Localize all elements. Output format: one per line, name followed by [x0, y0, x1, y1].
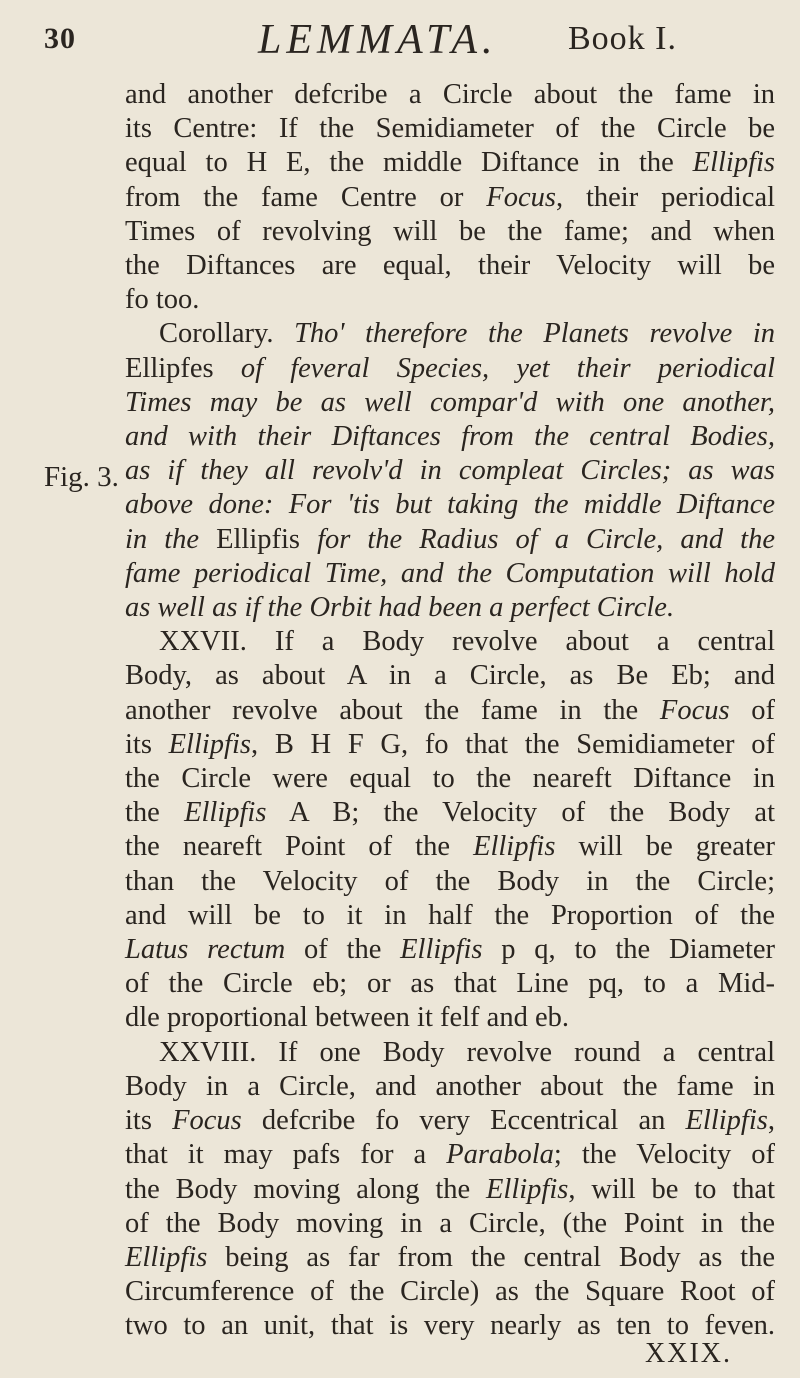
text-line: Body, as about A in a Circle, as Be Eb; and	[125, 660, 775, 692]
text-line: the Diftances are equal, their Velocity will be	[125, 250, 775, 282]
text-line: Times of revolving will be the fame; and when	[125, 215, 775, 247]
text-line: as well as if the Orbit had been a perfect Circle.	[125, 592, 675, 624]
text-line: above done: For 'tis but taking the middle Diftance	[125, 489, 775, 521]
lemma-27-line: XXVII. If a Body revolve about a central	[159, 626, 775, 658]
text-line: than the Velocity of the Body in the Circle;	[125, 865, 775, 897]
text-line: Times may be as well compar'd with one another,	[125, 386, 775, 418]
text-line: equal to H E, the middle Diftance in the Ellipfis	[125, 147, 775, 179]
text-line: its Focus defcribe fo very Eccentrical an Ellipfis,	[125, 1105, 775, 1137]
text-line: Ellipfis being as far from the central Body as the	[125, 1241, 775, 1273]
text-line: its Centre: If the Semidiameter of the Circle be	[125, 113, 775, 145]
text-line: of the Circle eb; or as that Line pq, to a Mid-	[125, 968, 775, 1000]
text-line: Body in a Circle, and another about the fame in	[125, 1070, 775, 1102]
text-line: of the Body moving in a Circle, (the Point in the	[125, 1207, 775, 1239]
body-text	[125, 78, 775, 1344]
running-title: LEMMATA.	[258, 17, 498, 63]
text-line: fame periodical Time, and the Computation will hold	[125, 557, 775, 589]
text-line: another revolve about the fame in the Focus of	[125, 694, 776, 726]
catchword: XXIX.	[645, 1338, 732, 1369]
text-line: two to an unit, that is very nearly as ten to feven.	[125, 1310, 775, 1342]
text-line: as if they all revolv'd in compleat Circles; as was	[125, 455, 775, 487]
text-line: the Body moving along the Ellipfis, will be to that	[125, 1173, 775, 1205]
text-line: its Ellipfis, B H F G, fo that the Semidiameter of	[125, 728, 775, 760]
text-line: the neareft Point of the Ellipfis will be greater	[125, 831, 775, 863]
book-label: Book I.	[568, 20, 677, 57]
text-line: and another defcribe a Circle about the fame in	[125, 79, 775, 110]
text-line: Latus rectum of the Ellipfis p q, to the Diameter	[125, 934, 776, 966]
corollary-line: Corollary. Tho' therefore the Planets revolve in	[159, 318, 775, 350]
text-line: from the fame Centre or Focus, their periodical	[125, 181, 776, 213]
text-line: fo too.	[125, 284, 200, 316]
lemma-28-line: XXVIII. If one Body revolve round a central	[159, 1036, 775, 1068]
text-line: the Circle were equal to the neareft Diftance in	[125, 763, 775, 795]
text-line: Circumference of the Circle) as the Square Root of	[125, 1276, 775, 1308]
figure-margin-note: Fig. 3.	[44, 461, 119, 493]
page-number: 30	[44, 22, 76, 55]
text-line: in the Ellipfis for the Radius of a Circle, and the	[125, 523, 775, 555]
text-line: and will be to it in half the Proportion of the	[125, 899, 775, 931]
text-line: dle proportional between it felf and eb.	[125, 1002, 569, 1034]
text-line: and with their Diftances from the central Bodies,	[125, 421, 775, 453]
text-line: the Ellipfis A B; the Velocity of the Body at	[125, 797, 775, 829]
text-line: Ellipfes of feveral Species, yet their periodical	[125, 352, 775, 384]
text-line: that it may pafs for a Parabola; the Velocity of	[125, 1139, 775, 1171]
